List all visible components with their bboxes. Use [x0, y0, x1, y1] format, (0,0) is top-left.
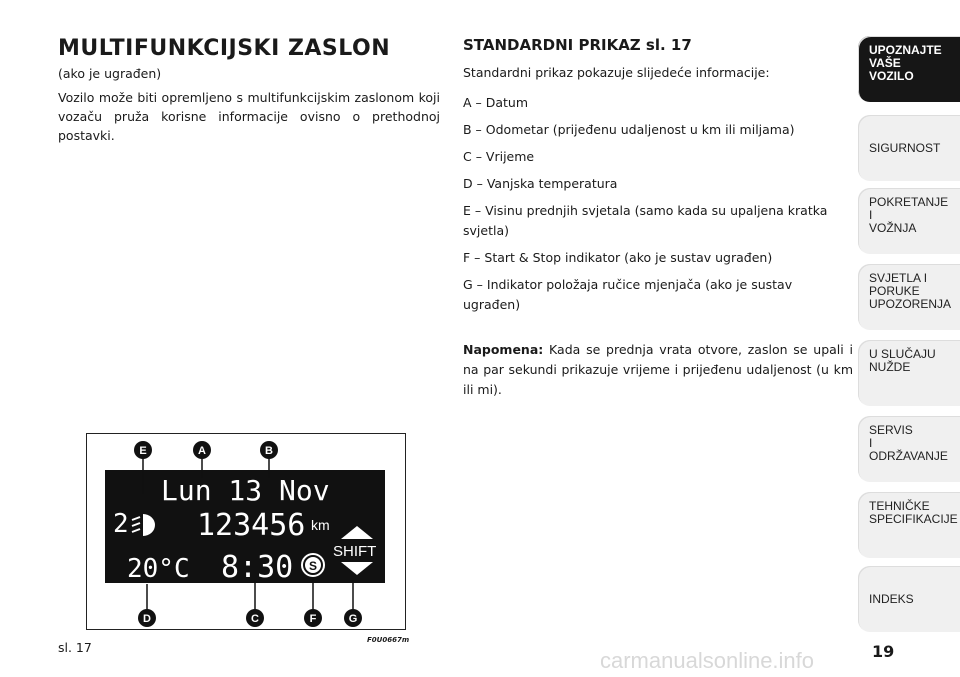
intro-paragraph: Vozilo može biti opremljeno s multifunkcijskim zaslonom koji vozaču pruža korisne informacije ovisno o prethodnoj postavki. — [58, 90, 440, 143]
svg-text:E: E — [139, 445, 147, 457]
tab-servis-i-odrzavanje[interactable]: SERVIS I ODRŽAVANJE — [858, 416, 960, 482]
figure-code: F0U0667m — [367, 636, 410, 644]
callout-c — [246, 609, 264, 627]
callout-a — [193, 441, 211, 459]
tab-u-slucaju-nuzde[interactable]: U SLUČAJU NUŽDE — [858, 340, 960, 406]
tab-pokretanje-i-voznja[interactable]: POKRETANJE I VOŽNJA — [858, 188, 960, 254]
display-illustration — [87, 434, 405, 629]
callout-b — [260, 441, 278, 459]
right-column — [463, 36, 853, 410]
list-item: D – Vanjska temperatura — [463, 176, 618, 191]
list-item: F – Start & Stop indikator (ako je sustav ugrađen) — [463, 250, 773, 265]
time-value: 8:30 — [221, 550, 294, 585]
page-number: 19 — [872, 642, 895, 661]
note-paragraph — [463, 340, 853, 400]
display-date: Lun 13 Nov — [161, 474, 330, 507]
temperature-value: 20°C — [127, 554, 190, 584]
svg-text:B: B — [265, 445, 273, 457]
section-heading: STANDARDNI PRIKAZ sl. 17 — [463, 36, 692, 54]
tab-indeks[interactable]: INDEKS — [858, 566, 960, 632]
page-subtitle: (ako je ugrađen) — [58, 66, 162, 81]
tab-svjetla-i-poruke[interactable]: SVJETLA I PORUKE UPOZORENJA — [858, 264, 960, 330]
svg-text:A: A — [198, 445, 206, 457]
list-item: A – Datum — [463, 95, 529, 110]
odometer-value: 123456 — [197, 508, 306, 543]
svg-text:F: F — [309, 613, 317, 625]
svg-text:G: G — [348, 613, 358, 625]
headlight-level: 2 — [113, 509, 129, 539]
start-stop-icon — [302, 554, 324, 576]
shift-label: SHIFT — [333, 543, 377, 560]
note-label: Napomena: — [463, 342, 544, 357]
svg-text:C: C — [251, 613, 259, 625]
tab-tehnicke-specifikacije[interactable]: TEHNIČKE SPECIFIKACIJE — [858, 492, 960, 558]
section-lead: Standardni prikaz pokazuje slijedeće informacije: — [463, 65, 770, 80]
page-title: MULTIFUNKCIJSKI ZASLON — [58, 36, 391, 61]
svg-text:D: D — [143, 613, 151, 625]
odometer-unit: km — [311, 517, 330, 533]
list-item: G – Indikator položaja ručice mjenjača (ako je sustav ugrađen) — [463, 277, 793, 312]
tab-upoznajte-vase-vozilo[interactable]: UPOZNAJTE VAŠE VOZILO — [858, 36, 960, 102]
list-item: E – Visinu prednjih svjetala (samo kada su upaljena kratka svjetla) — [463, 203, 828, 238]
figure-caption: sl. 17 — [58, 640, 92, 655]
note-text: Kada se prednja vrata otvore, zaslon se upali i na par sekundi prikazuje vrijeme i prijeđenu udaljenost (u km ili mi). — [463, 342, 853, 397]
callout-f — [304, 609, 322, 627]
svg-text:S: S — [309, 559, 318, 573]
list-item: B – Odometar (prijeđenu udaljenost u km ili miljama) — [463, 122, 795, 137]
tab-sigurnost[interactable]: SIGURNOST — [858, 115, 960, 181]
callout-d — [138, 609, 156, 627]
callout-e — [134, 441, 152, 459]
list-item: C – Vrijeme — [463, 149, 535, 164]
figure-17 — [86, 433, 406, 630]
watermark: carmanualsonline.info — [600, 648, 815, 673]
callout-g — [344, 609, 362, 627]
